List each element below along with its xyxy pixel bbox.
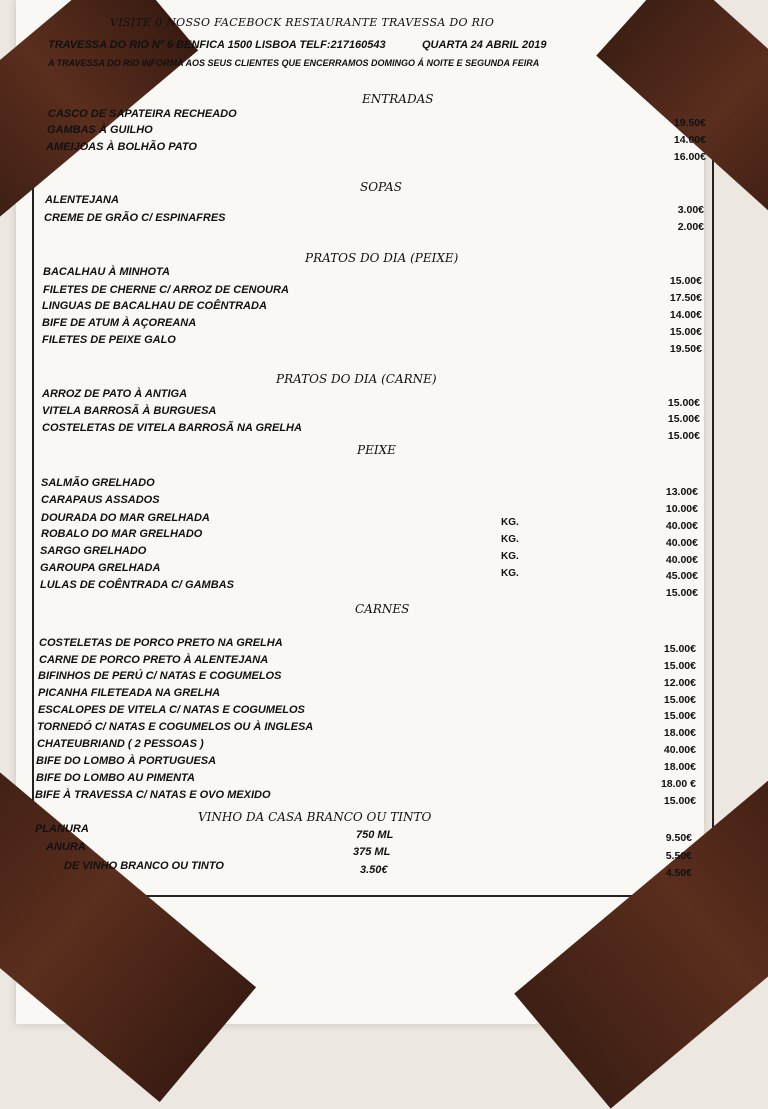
menu-item: GAROUPA GRELHADA [40,562,161,574]
menu-price: 40.00€ [665,554,698,566]
menu-item: ALENTEJANA [45,194,119,206]
menu-item: COSTELETAS DE PORCO PRETO NA GRELHA [39,637,283,649]
menu-price: 15.00€ [663,643,696,655]
section-peixe-dia-title: PRATOS DO DIA (PEIXE) [305,251,459,265]
menu-item: ESCALOPES DE VITELA C/ NATAS E COGUMELOS [38,704,305,716]
address-text: TRAVESSA DO RIO Nº 6 BENFICA 1500 LISBOA TELF:217160543 [48,39,386,51]
menu-price: 12.00€ [663,677,696,689]
section-vinho-title: VINHO DA CASA BRANCO OU TINTO [198,810,432,824]
menu-price: 10.00€ [665,503,698,515]
menu-item: ANURA [46,841,86,853]
menu-price: 5.50€ [665,850,692,862]
section-peixe-title: PEIXE [357,443,396,457]
menu-item: BIFE DO LOMBO À PORTUGUESA [36,755,217,767]
menu-price: 15.00€ [663,795,696,807]
menu-item: FILETES DE PEIXE GALO [42,334,176,346]
menu-item: SALMÃO GRELHADO [41,477,155,489]
menu-item: CHATEUBRIAND ( 2 PESSOAS ) [37,738,204,750]
section-sopas-title: SOPAS [360,180,402,194]
section-entradas-title: ENTRADAS [362,92,434,106]
menu-item: SARGO GRELHADO [40,545,147,557]
menu-item: BIFE DO LOMBO AU PIMENTA [36,772,195,784]
menu-price: 17.50€ [669,292,702,304]
menu-item: TORNEDÓ C/ NATAS E COGUMELOS OU À INGLESA [37,721,314,733]
menu-price: 2.00€ [677,221,704,233]
menu-price: 45.00€ [665,570,698,582]
menu-price: 15.00€ [665,587,698,599]
menu-price: 19.50€ [673,117,706,129]
date-text: QUARTA 24 ABRIL 2019 [422,39,547,51]
menu-item: CREME DE GRÃO C/ ESPINAFRES [44,212,226,224]
menu-item: BIFE DE ATUM À AÇOREANA [42,317,197,329]
menu-item: LULAS DE COÊNTRADA C/ GAMBAS [40,579,234,591]
menu-item: COSTELETAS DE VITELA BARROSÃ NA GRELHA [42,422,302,434]
menu-item: FILETES DE CHERNE C/ ARROZ DE CENOURA [43,284,289,296]
menu-price: 14.00€ [673,134,706,146]
kg-label: KG. [501,517,519,528]
menu-price: 18.00 € [660,778,696,790]
menu-price: 13.00€ [665,486,698,498]
menu-item: ROBALO DO MAR GRELHADO [41,528,203,540]
menu-item: VITELA BARROSÃ À BURGUESA [42,405,217,417]
section-carnes-title: CARNES [355,602,410,616]
menu-price: 15.00€ [663,660,696,672]
menu-price: 15.00€ [663,694,696,706]
menu-item: BIFE À TRAVESSA C/ NATAS E OVO MEXIDO [35,789,271,801]
menu-item: LINGUAS DE BACALHAU DE COÊNTRADA [42,300,267,312]
wine-size: 750 ML [356,829,394,841]
menu-item: DOURADA DO MAR GRELHADA [41,512,210,524]
menu-price: 16.00€ [673,151,706,163]
section-carne-dia-title: PRATOS DO DIA (CARNE) [276,372,437,386]
kg-label: KG. [501,568,519,579]
closing-notice: A TRAVESSA DO RIO INFORMA AOS SEUS CLIENTES QUE ENCERRAMOS DOMINGO Á NOITE E SEGUNDA FEIRA [48,58,540,68]
menu-price: 15.00€ [667,430,700,442]
menu-price: 18.00€ [663,761,696,773]
menu-item: BIFINHOS DE PERÚ C/ NATAS E COGUMELOS [38,670,282,682]
wine-size: 375 ML [353,846,391,858]
menu-price: 15.00€ [669,326,702,338]
facebook-line: VISITE 0 NOSSO FACEBOCK RESTAURANTE TRAVESSA DO RIO [110,16,495,29]
menu-item: BACALHAU À MINHOTA [43,266,170,278]
menu-price: 15.00€ [667,413,700,425]
menu-item: DE VINHO BRANCO OU TINTO [64,860,224,872]
menu-item: CASCO DE SAPATEIRA RECHEADO [48,108,237,120]
menu-item: ARROZ DE PATO À ANTIGA [42,388,188,400]
menu-price: 15.00€ [667,397,700,409]
menu-price: 14.00€ [669,309,702,321]
menu-item: CARNE DE PORCO PRETO À ALENTEJANA [39,654,269,666]
menu-price: 18.00€ [663,727,696,739]
menu-price: 40.00€ [665,520,698,532]
wine-size: 3.50€ [360,864,388,876]
kg-label: KG. [501,534,519,545]
menu-item: GAMBAS À GUILHO [47,124,153,136]
menu-price: 19.50€ [669,343,702,355]
menu-item: AMEIJOAS À BOLHÃO PATO [46,141,197,153]
kg-label: KG. [501,551,519,562]
menu-item: PICANHA FILETEADA NA GRELHA [38,687,221,699]
menu-price: 15.00€ [663,710,696,722]
menu-price: 40.00€ [663,744,696,756]
menu-price: 15.00€ [669,275,702,287]
menu-price: 3.00€ [677,204,704,216]
menu-item: CARAPAUS ASSADOS [41,494,160,506]
menu-price: 40.00€ [665,537,698,549]
menu-price: 4.50€ [665,867,692,879]
menu-price: 9.50€ [665,832,692,844]
menu-item: PLANURA [35,823,89,835]
